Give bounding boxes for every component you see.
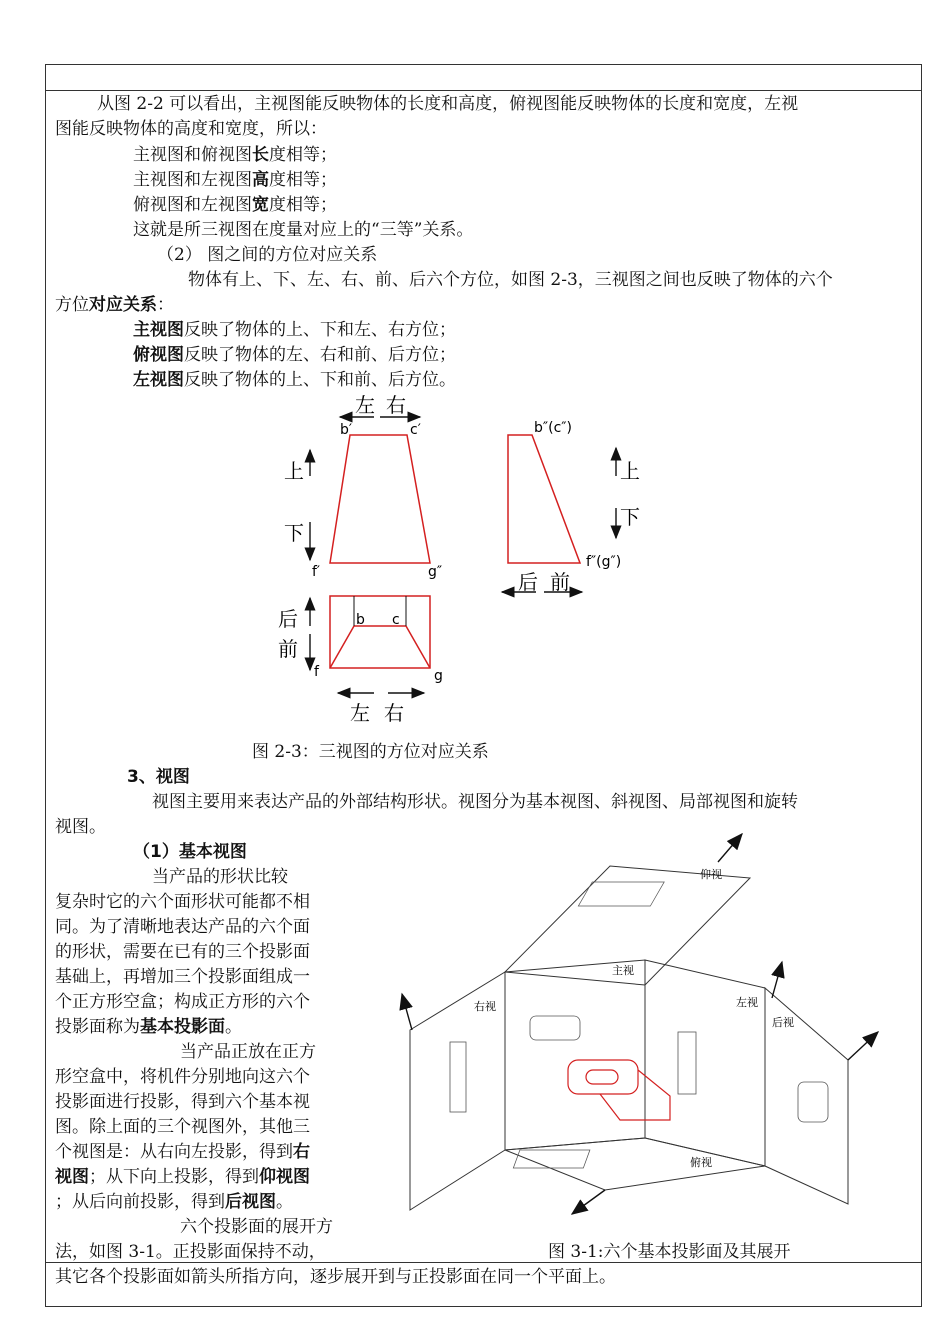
label-front-side: 前 [550,570,570,594]
label-left: 左视 [736,996,758,1009]
section-3-para-2: 视图。 [55,817,106,837]
col-line-2: 复杂时它的六个面形状可能都不相 [55,892,310,912]
intro-line-2: 图能反映物体的高度和宽度，所以： [55,119,327,139]
left-view-panel [645,960,765,1166]
label-back: 后视 [772,1016,794,1029]
intro-line-1: 从图 2-2 可以看出，主视图能反映物体的长度和高度，俯视图能反映物体的长度和宽度，左视 [97,94,799,114]
top-view-rect [330,596,430,668]
three-equal-summary: 这就是所三视图在度量对应上的“三等”关系。 [133,220,474,240]
basic-view-heading: （1）基本视图 [133,842,247,862]
arrow-bottom-up [718,834,742,862]
front-view-orientation: 主视图反映了物体的上、下和左、右方位； [133,320,456,340]
label-f: f [314,664,319,680]
label-main: 主视 [612,964,634,977]
object-center-slot [586,1070,618,1084]
top-view-orientation: 俯视图反映了物体的左、右和前、后方位； [133,345,456,365]
table-divider-top [45,90,922,91]
label-b: b [356,612,365,628]
arrow-left [772,962,782,998]
col-line-9: 形空盒中，将机件分别地向这六个 [55,1067,310,1087]
col-line-7: 投影面称为基本投影面。 [55,1017,242,1037]
label-bottom-up: 仰视 [700,868,722,881]
label-left-top: 左 [355,393,375,417]
side-view-trapezoid [508,435,580,563]
equal-width-rule: 俯视图和左视图宽度相等； [133,195,337,215]
label-back-side: 后 [518,570,538,594]
label-g-double-prime: g″ [428,564,443,580]
label-down-side: 下 [620,505,640,529]
label-c-prime: c′ [410,422,421,438]
section-3-para-1: 视图主要用来表达产品的外部结构形状。视图分为基本视图、斜视图、局部视图和旋转 [152,792,798,812]
last-line: 其它各个投影面如箭头所指方向，逐步展开到与正投影面在同一个平面上。 [55,1267,616,1287]
label-right-bottom: 右 [384,701,404,725]
label-top: 俯视 [690,1156,712,1169]
figure-2-3-caption: 图 2-3：三视图的方位对应关系 [252,742,489,762]
label-right-top: 右 [386,393,406,417]
label-back-top: 后 [278,607,298,631]
col-line-8: 当产品正放在正方 [180,1042,316,1062]
arrow-right [402,994,412,1030]
left-sketch [678,1032,696,1094]
label-f-prime: f′ [312,564,321,580]
col-line-16: 法，如图 3-1。正投影面保持不动， [55,1242,326,1262]
top-view-edge-left [330,626,354,668]
col-line-5: 基础上，再增加三个投影面组成一 [55,967,310,987]
figure-2-3-diagram [270,390,650,730]
label-up-front: 上 [284,459,304,483]
equal-length-rule: 主视图和俯视图长度相等； [133,145,337,165]
label-down-front: 下 [284,521,304,545]
label-g: g [434,668,443,684]
label-right: 右视 [474,1000,496,1013]
label-b-prime: b′ [340,422,353,438]
col-line-3: 同。为了清晰地表达产品的六个面 [55,917,310,937]
figure-3-1-caption: 图 3-1:六个基本投影面及其展开 [548,1242,791,1262]
col-line-11: 图。除上面的三个视图外，其他三 [55,1117,310,1137]
col-line-1: 当产品的形状比较 [152,867,288,887]
label-left-bottom: 左 [350,701,370,725]
orientation-para-1: 物体有上、下、左、右、前、后六个方位，如图 2-3，三视图之间也反映了物体的六个 [188,270,833,290]
object-center-top [568,1060,638,1094]
label-up-side: 上 [620,459,640,483]
col-line-6: 个正方形空盒；构成正方形的六个 [55,992,310,1012]
main-panel [505,960,645,1150]
col-line-12: 个视图是：从右向左投影，得到右 [55,1142,310,1162]
main-sketch [530,1016,580,1040]
orientation-para-2: 方位对应关系： [55,295,174,315]
top-view-panel [505,1138,765,1190]
top-sketch [513,1150,590,1168]
top-view-edge-right [406,626,430,668]
front-view-trapezoid [330,435,430,563]
section-3-heading: 3、视图 [127,767,190,787]
col-line-14: ；从后向前投影，得到后视图。 [55,1192,293,1212]
orientation-heading: （2） 图之间的方位对应关系 [157,245,378,265]
arrow-top [572,1190,605,1214]
back-sketch [798,1082,828,1122]
equal-height-rule: 主视图和左视图高度相等； [133,170,337,190]
col-line-4: 的形状，需要在已有的三个投影面 [55,942,310,962]
col-line-10: 投影面进行投影，得到六个基本视 [55,1092,310,1112]
arrow-back [848,1032,878,1060]
left-view-orientation: 左视图反映了物体的上、下和前、后方位。 [133,370,456,390]
col-line-13: 视图；从下向上投影，得到仰视图 [55,1167,310,1187]
object-center-base [600,1070,670,1120]
label-front-top: 前 [278,637,298,661]
figure-3-1-diagram [390,820,890,1220]
label-b-c-double-prime: b″(c″) [534,420,572,436]
right-sketch [450,1042,466,1112]
label-c: c [392,612,400,628]
label-f-g-double-prime: f″(g″) [586,554,622,570]
col-line-15: 六个投影面的展开方 [180,1217,333,1237]
